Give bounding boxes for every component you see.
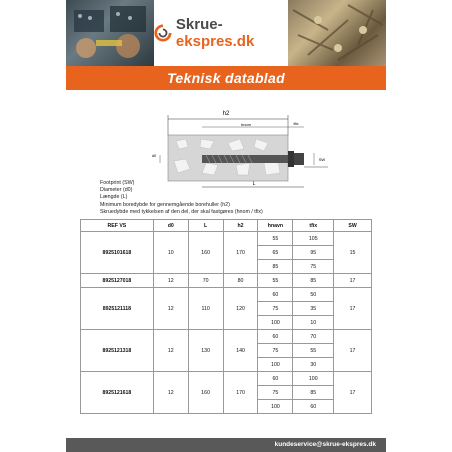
sw-cell: 17 <box>334 372 372 414</box>
tfix-cell: 50 <box>293 288 334 302</box>
tfix-cell: 105 <box>293 232 334 246</box>
col-header: SW <box>334 220 372 232</box>
d0-cell: 10 <box>153 232 188 274</box>
legend-item: Minimum boredybde for gennemgående borehuller (h2) <box>100 201 230 208</box>
hnavn-cell: 100 <box>258 358 293 372</box>
table-row <box>81 232 372 246</box>
logo[interactable] <box>154 0 288 66</box>
tfix-cell: 60 <box>293 400 334 414</box>
datasheet-page <box>66 0 386 452</box>
legend-item: Skruedybde med tykkelsen af den del, der skal fastgøres (hnom / tfix) <box>100 208 263 215</box>
legend <box>100 180 263 216</box>
col-header: h2 <box>223 220 258 232</box>
tfix-cell: 10 <box>293 316 334 330</box>
tfix-cell: 95 <box>293 246 334 260</box>
hnavn-cell: 75 <box>258 386 293 400</box>
legend-item: Diameter (d0) <box>100 187 133 194</box>
L-cell: 160 <box>188 232 223 274</box>
L-cell: 160 <box>188 372 223 414</box>
tfix-label: tfix <box>293 121 299 126</box>
hex-head <box>294 153 304 165</box>
hnavn-cell: 60 <box>258 288 293 302</box>
table-row <box>81 330 372 344</box>
col-header: tfix <box>293 220 334 232</box>
tfix-cell: 85 <box>293 274 334 288</box>
hnavn-cell: 60 <box>258 330 293 344</box>
tools-photo <box>66 0 154 66</box>
logo-icon <box>154 23 172 43</box>
hnavn-cell: 100 <box>258 316 293 330</box>
hnavn-cell: 65 <box>258 246 293 260</box>
d0-cell: 12 <box>153 330 188 372</box>
tfix-cell: 85 <box>293 386 334 400</box>
h2-cell: 120 <box>223 288 258 330</box>
tfix-cell: 35 <box>293 302 334 316</box>
d0-cell: 12 <box>153 288 188 330</box>
legend-item: Længde (L) <box>100 194 128 201</box>
hnavn-cell: 75 <box>258 302 293 316</box>
ref-cell: 8925101618 <box>81 232 154 274</box>
header <box>66 0 386 66</box>
hnavn-cell: 85 <box>258 260 293 274</box>
sw-cell: 17 <box>334 288 372 330</box>
table-row <box>81 372 372 386</box>
anchor-bolt <box>202 155 288 163</box>
logo-text: Skrue-ekspres.dk <box>175 16 255 50</box>
tfix-cell: 70 <box>293 330 334 344</box>
table-row <box>81 288 372 302</box>
col-header: REF VS <box>81 220 154 232</box>
hnavn-cell: 55 <box>258 274 293 288</box>
sw-cell: 17 <box>334 330 372 372</box>
tfix-cell: 30 <box>293 358 334 372</box>
footer-email-link[interactable]: kundeservice@skrue-ekspres.dk <box>274 441 376 448</box>
col-header: d0 <box>153 220 188 232</box>
ref-cell: 8925121318 <box>81 330 154 372</box>
hnavn-cell: 100 <box>258 400 293 414</box>
footer <box>66 438 386 452</box>
title-banner <box>66 66 386 90</box>
hnavn-cell: 55 <box>258 232 293 246</box>
table-header-row <box>81 220 372 232</box>
tfix-cell: 100 <box>293 372 334 386</box>
ref-cell: 8925121118 <box>81 288 154 330</box>
ref-cell: 8925127018 <box>81 274 154 288</box>
L-cell: 130 <box>188 330 223 372</box>
L-label: L <box>252 181 256 187</box>
sw-cell: 15 <box>334 232 372 274</box>
SW-label: SW <box>318 157 326 162</box>
screws-photo <box>288 0 386 66</box>
col-header: L <box>188 220 223 232</box>
spec-table <box>80 219 372 414</box>
hnavn-cell: 75 <box>258 344 293 358</box>
col-header: hnavn <box>258 220 293 232</box>
L-cell: 110 <box>188 288 223 330</box>
page-title: Teknisk datablad <box>167 70 285 86</box>
h2-cell: 170 <box>223 372 258 414</box>
table-row <box>81 274 372 288</box>
hnavn-cell: 60 <box>258 372 293 386</box>
h2-cell: 80 <box>223 274 258 288</box>
washer <box>288 151 294 167</box>
d0-cell: 12 <box>153 372 188 414</box>
L-cell: 70 <box>188 274 223 288</box>
ref-cell: 8925121618 <box>81 372 154 414</box>
h2-cell: 170 <box>223 232 258 274</box>
legend-item: Footprint (SW) <box>100 180 135 186</box>
hnom-label: hnom <box>240 122 252 127</box>
d0-cell: 12 <box>153 274 188 288</box>
sw-cell: 17 <box>334 274 372 288</box>
h2-cell: 140 <box>223 330 258 372</box>
d0-label: d0 <box>151 153 157 158</box>
h2-label: h2 <box>222 111 230 117</box>
tfix-cell: 55 <box>293 344 334 358</box>
tfix-cell: 75 <box>293 260 334 274</box>
